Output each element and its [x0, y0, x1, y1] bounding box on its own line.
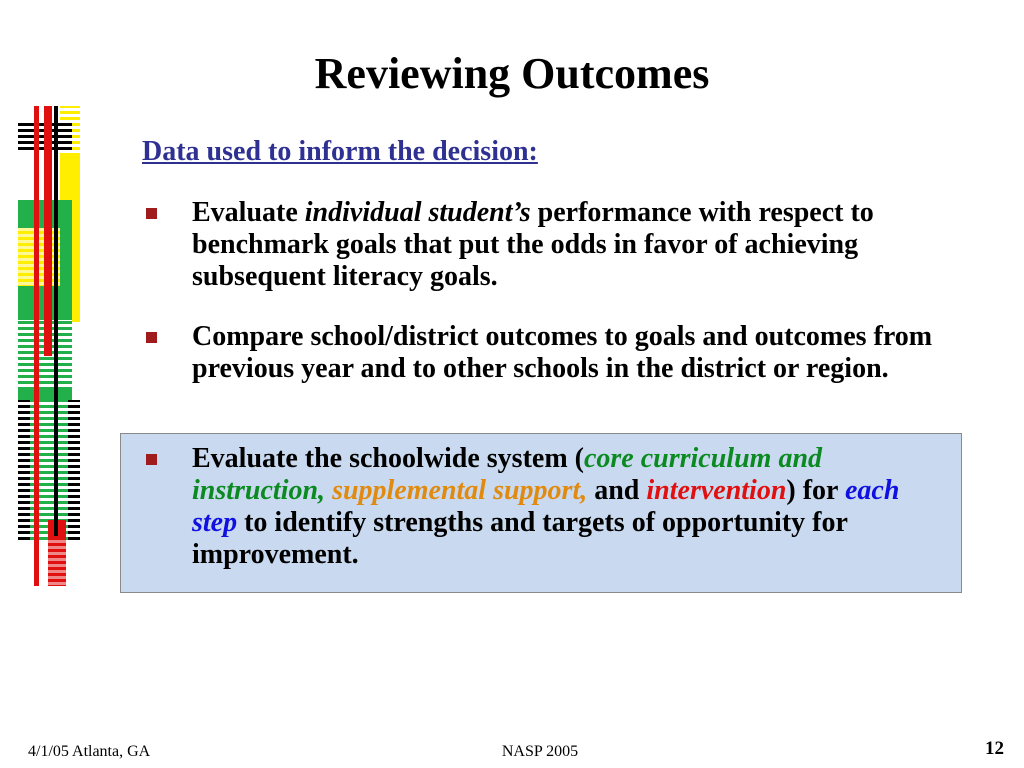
bullet-text: Compare school/district outcomes to goals and outcomes from previous year and to other schools in the district or region. — [192, 321, 933, 384]
bullet-item — [146, 197, 936, 293]
square-bullet-icon — [146, 454, 157, 465]
square-bullet-icon — [146, 332, 157, 343]
subheading: Data used to inform the decision: — [142, 136, 538, 167]
footer-event: NASP 2005 — [501, 743, 579, 760]
bullet-text: Evaluate individual student’s performance with respect to benchmark goals that put the odds in favor of achieving subsequent literacy goals. — [192, 197, 874, 292]
bullet-item — [146, 443, 936, 571]
square-bullet-icon — [146, 208, 157, 219]
bullet-text: Evaluate the schoolwide system (core curriculum and instruction, supplemental support, and intervention) for each step to identify strengths and targets of opportunity for improvement. — [192, 443, 900, 570]
page-number: 12 — [985, 738, 1004, 759]
bullet-item — [146, 321, 936, 385]
slide-title: Reviewing Outcomes — [314, 49, 710, 98]
footer-date-location: 4/1/05 Atlanta, GA — [28, 743, 151, 760]
